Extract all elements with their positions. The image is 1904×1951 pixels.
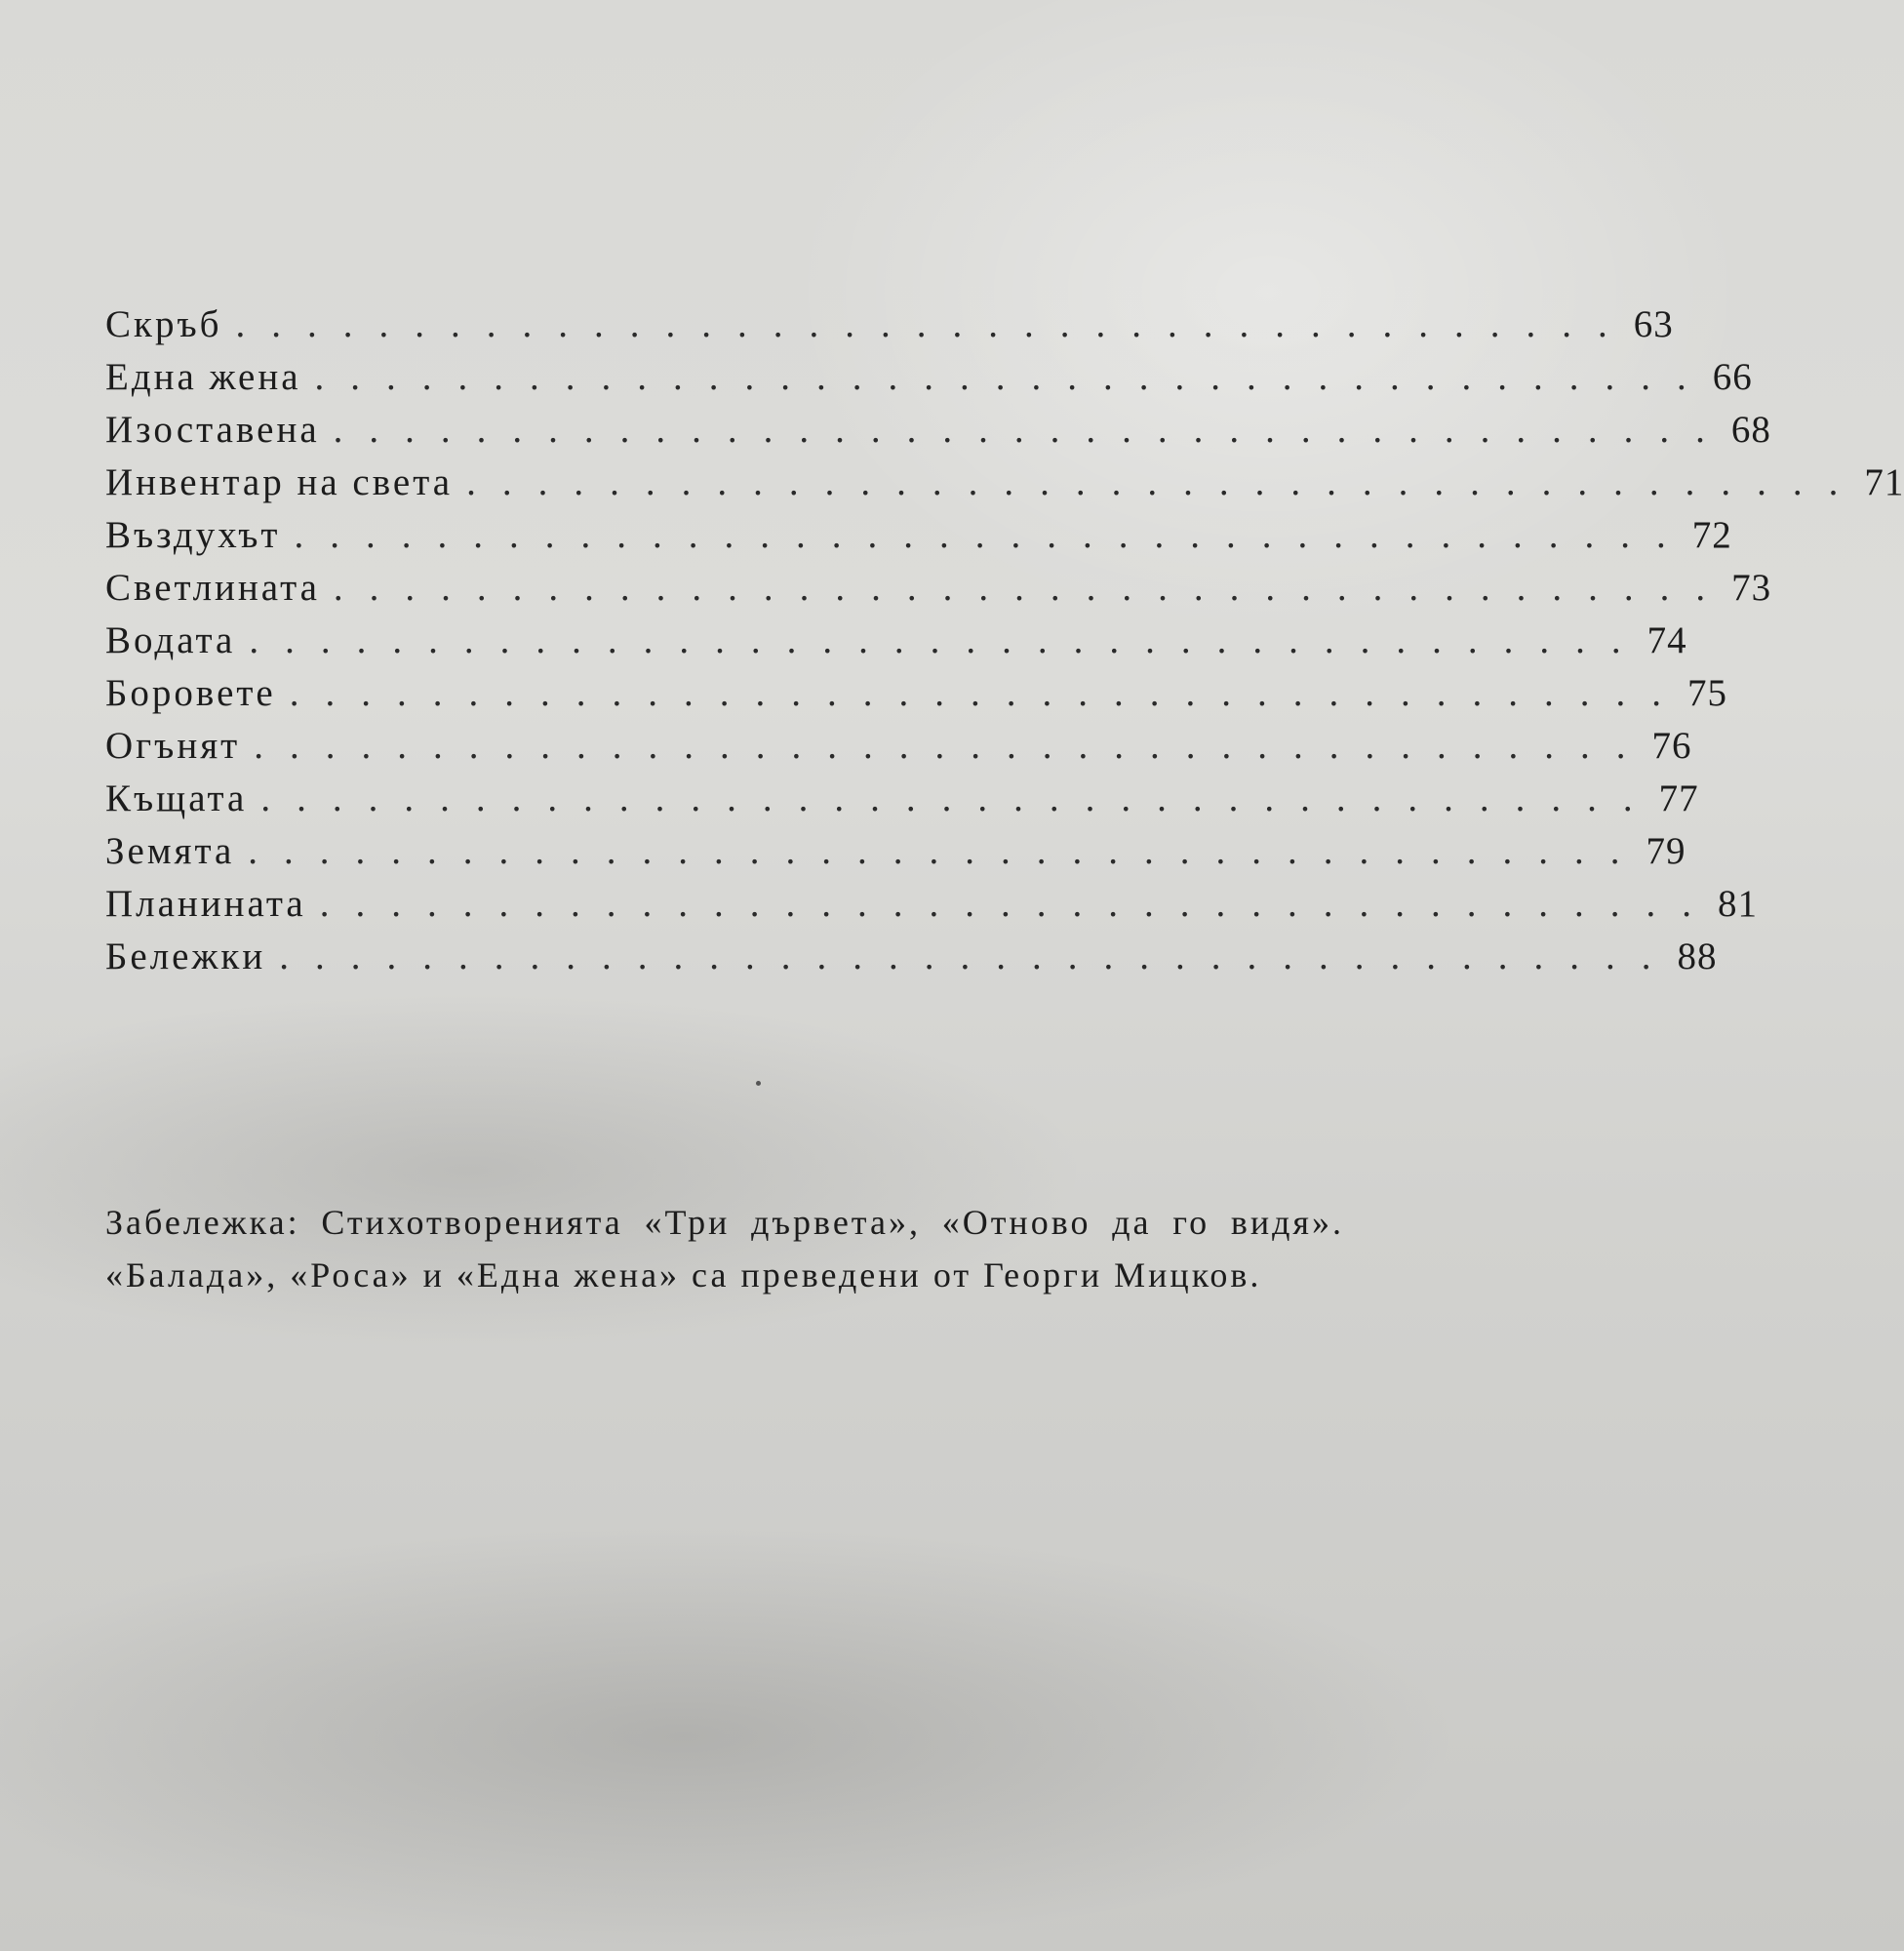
toc-entry: [105, 724, 1692, 776]
toc-entry-page: 88: [1677, 936, 1718, 977]
toc-entry: [105, 513, 1732, 566]
toc-entry-page: 74: [1646, 619, 1687, 661]
toc-entry: [105, 776, 1699, 829]
toc-entry: [105, 882, 1758, 935]
toc-leader-dots: .......................................: [254, 725, 1652, 767]
toc-entry-title: Огънят: [105, 725, 241, 767]
toc-entry-page: 77: [1658, 777, 1699, 819]
toc-entry-title: Земята: [105, 830, 235, 872]
print-speck: [756, 1081, 761, 1086]
toc-entry-title: Инвентар на света: [105, 461, 454, 503]
translation-note: Забележка: Стихотворенията «Три дървета», «Отново да го видя». «Балада», «Роса» и «Една жена» са преведени от Георги Мицков.: [105, 1203, 1344, 1294]
toc-leader-dots: .......................................: [249, 619, 1647, 661]
toc-entry-page: 72: [1691, 514, 1732, 556]
toc-entry-page: 75: [1687, 672, 1727, 714]
toc-entry-title: Въздухът: [105, 514, 281, 556]
toc-entry: [105, 671, 1727, 724]
table-of-contents: [105, 302, 1904, 987]
toc-leader-dots: .......................................: [294, 514, 1692, 556]
toc-entry-page: 73: [1731, 567, 1772, 609]
toc-entry-title: Светлината: [105, 567, 320, 609]
toc-leader-dots: .......................................: [235, 303, 1634, 345]
toc-entry-page: 79: [1646, 830, 1686, 872]
toc-leader-dots: .......................................: [333, 567, 1732, 609]
toc-entry: [105, 618, 1687, 671]
toc-entry: [105, 302, 1674, 355]
toc-entry-page: 71: [1864, 461, 1904, 503]
toc-entry: [105, 408, 1771, 460]
toc-entry-page: 63: [1633, 303, 1674, 345]
toc-entry-title: Къщата: [105, 777, 248, 819]
toc-leader-dots: .......................................: [248, 830, 1646, 872]
toc-entry-title: Боровете: [105, 672, 276, 714]
toc-entry: [105, 460, 1904, 513]
toc-leader-dots: .......................................: [466, 461, 1865, 503]
toc-leader-dots: .......................................: [319, 883, 1718, 925]
toc-entry-page: 68: [1730, 409, 1771, 451]
toc-leader-dots: .......................................: [314, 356, 1713, 398]
toc-leader-dots: .......................................: [279, 936, 1678, 977]
toc-entry-title: Планината: [105, 883, 306, 925]
toc-entry-page: 66: [1712, 356, 1753, 398]
toc-entry: [105, 829, 1686, 882]
toc-entry-title: Бележки: [105, 936, 266, 977]
toc-entry-title: Скръб: [105, 303, 222, 345]
toc-entry-title: Една жена: [105, 356, 301, 398]
toc-entry-title: Изоставена: [105, 409, 320, 451]
toc-leader-dots: .......................................: [289, 672, 1687, 714]
toc-entry-page: 81: [1717, 883, 1758, 925]
toc-leader-dots: .......................................: [333, 409, 1731, 451]
toc-leader-dots: .......................................: [260, 777, 1659, 819]
toc-entry: [105, 355, 1753, 408]
toc-entry-page: 76: [1651, 725, 1692, 767]
toc-entry-title: Водата: [105, 619, 236, 661]
toc-entry: [105, 935, 1718, 987]
toc-entry: [105, 566, 1772, 618]
